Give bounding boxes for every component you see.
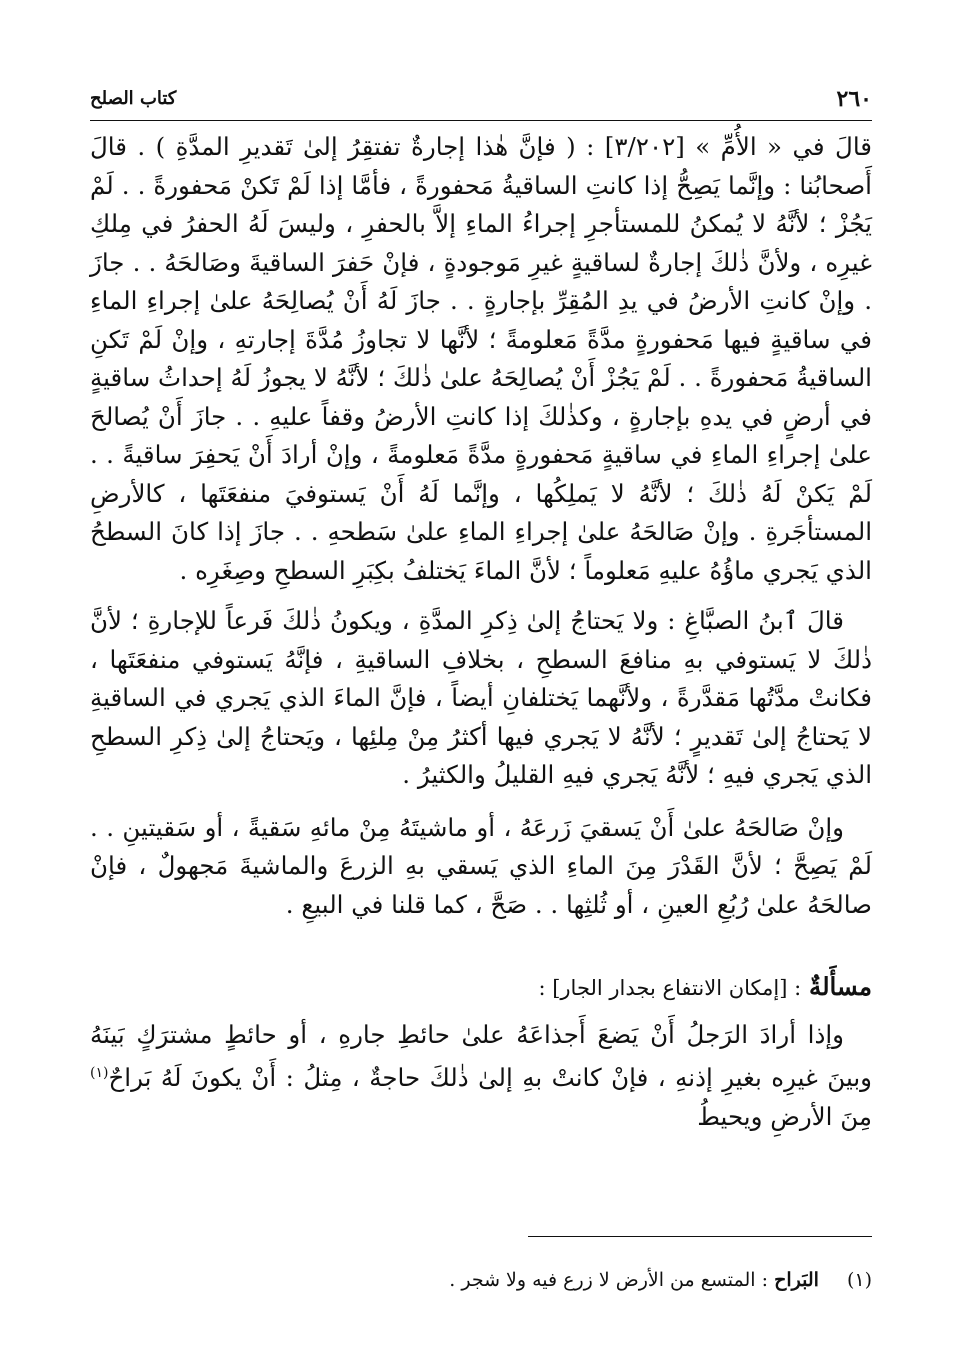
footnote-marker: (١) — [846, 1269, 872, 1291]
masala-heading — [90, 968, 872, 1008]
running-header — [90, 86, 872, 121]
paragraph-4 — [90, 1016, 872, 1137]
footnote-divider — [528, 1236, 872, 1237]
paragraph-2: قالَ ٱبنُ الصبَّاغِ : ولا يَحتاجُ إلىٰ ذِكرِ المدَّةِ ، ويكونُ ذٰلكَ فَرعاً للإجارةِ ؛ لأنَّ ذٰلكَ لا يَستوفي بهِ منافعَ السطحِ ، بخلافِ الساقيةِ ، فإنَّهُ يَستوفي منفعَتَها ، فكانتْ مدَّتُها مَقدَّرةً ، ولأنَّهما يَختلفانِ أيضاً ، فإنَّ الماءَ الذي يَجري في الساقيةِ لا يَحتاجُ إلىٰ تَقديرٍ ؛ لأنَّهُ لا يَجري فيها أكثرُ مِنْ مِلئِها ، ويَحتاجُ إلىٰ ذِكرِ السطحِ الذي يَجري فيهِ ؛ لأنَّهُ يَجري فيهِ القليلُ والكثيرُ . — [90, 606, 872, 789]
footnote-text: : المتسع من الأرض لا زرع فيه ولا شجر . — [449, 1269, 769, 1291]
paragraph-4-text-b: مِنَ الأرضِ ويحيطُ — [697, 1101, 872, 1131]
paragraph-4-text-a: وإذا أرادَ الرَجلُ أَنْ يَضعَ أَجذاعَهُ علىٰ حائطِ جارهِ ، أو حائطٍ مشترَكٍ بَينَهُ وبينَ غيرِه بغيرِ إذنهِ ، فإنْ كانتْ بهِ إلىٰ ذٰلكَ حاجةٌ ، مِثلُ : أَنْ يكونَ لَهُ بَراحٌ — [90, 1019, 872, 1093]
book-title: كتاب الصلح — [90, 88, 177, 109]
footnote-reference[interactable]: (١) — [90, 1065, 109, 1081]
masala-title: : [إمكان الانتفاع بجدار الجار] : — [538, 976, 802, 1000]
main-text — [90, 128, 872, 1136]
masala-label: مسأَلةٌ — [808, 972, 872, 1001]
paragraph-3: وإنْ صَالحَهُ علىٰ أَنْ يَسقيَ زَرعَهُ ، أو ماشيتَهُ مِنْ مائهِ سَقيةً ، أو سَقيتينِ . . لَمْ يَصِحَّ ؛ لأنَّ القَدْرَ مِنَ الماءِ الذي يَسقي بهِ الزرعَ والماشيةَ مَجهولٌ ، فإنْ صالحَهُ علىٰ رُبُعِ العينِ ، أو ثُلثِها . . صَحَّ ، كما قلنا في البيعِ . — [90, 812, 872, 919]
page-number: ٢٦٠ — [836, 86, 872, 112]
footnote — [90, 1266, 872, 1294]
footnote-term: البَراح — [774, 1269, 819, 1291]
paragraph-1: قالَ في « الأُمِّ » [٣/٢٠٢] : ( فإنَّ هٰذا إجارةٌ تفتقِرُ إلىٰ تَقديرِ المدَّةِ ) . قالَ أَصحابُنا : وإنَّما يَصِحُّ إذا كانتِ الساقيةُ مَحفورةً ، فأمَّا إذا لَمْ تَكنْ مَحفورةً . . لَمْ يَجُزْ ؛ لأنَّهُ لا يُمكنُ للمستأجرِ إجراءُ الماءِ إلاَّ بالحفرِ ، وليسَ لَهُ الحفرُ في مِلكِ غيرِه ، ولأنَّ ذٰلكَ إجارةٌ لساقيةٍ غيرِ مَوجودةٍ ، فإنْ حَفرَ الساقيةَ وصَالحَهُ . . جازَ . وإنْ كانتِ الأرضُ في يدِ المُقِرِّ بإجارةٍ . . جازَ لَهُ أَنْ يُصالِحَهُ علىٰ إجراءِ الماءِ في ساقيةٍ فيها مَحفورةٍ مدَّةً مَعلومةً ؛ لأنَّها لا تجاوزُ مُدَّةَ إجارتهِ ، وإنْ لَمْ تَكنِ الساقيةُ مَحفورةً . . لَمْ يَجُزْ أَنْ يُصالِحَهُ علىٰ ذٰلكَ ؛ لأنَّهُ لا يجوزُ لَهُ إحداثُ ساقيةٍ في أرضٍ في يدهِ بإجارةٍ ، وكذٰلكَ إذا كانتِ الأرضُ وقفاً عليهِ . . جازَ أَنْ يُصالحَ علىٰ إجراءِ الماءِ في ساقيةٍ مَحفورةٍ مدَّةً مَعلومةً ، وإنْ أرادَ أَنْ يَحفِرَ ساقيةً . . لَمْ يَكنْ لَهُ ذٰلكَ ؛ لأنَّهُ لا يَملِكُها ، وإنَّما لَهُ أَنْ يَستوفيَ منفعَتَها ، كالأرضِ المستأجَرةِ . وإنْ صَالحَهُ علىٰ إجراءِ الماءِ علىٰ سَطحهِ . . جازَ إذا كانَ السطحُ الذي يَجري ماؤُهُ عليهِ مَعلوماً ؛ لأنَّ الماءَ يَختلفُ بكِبَرِ السطحِ وصِغَرِه . — [90, 132, 872, 585]
